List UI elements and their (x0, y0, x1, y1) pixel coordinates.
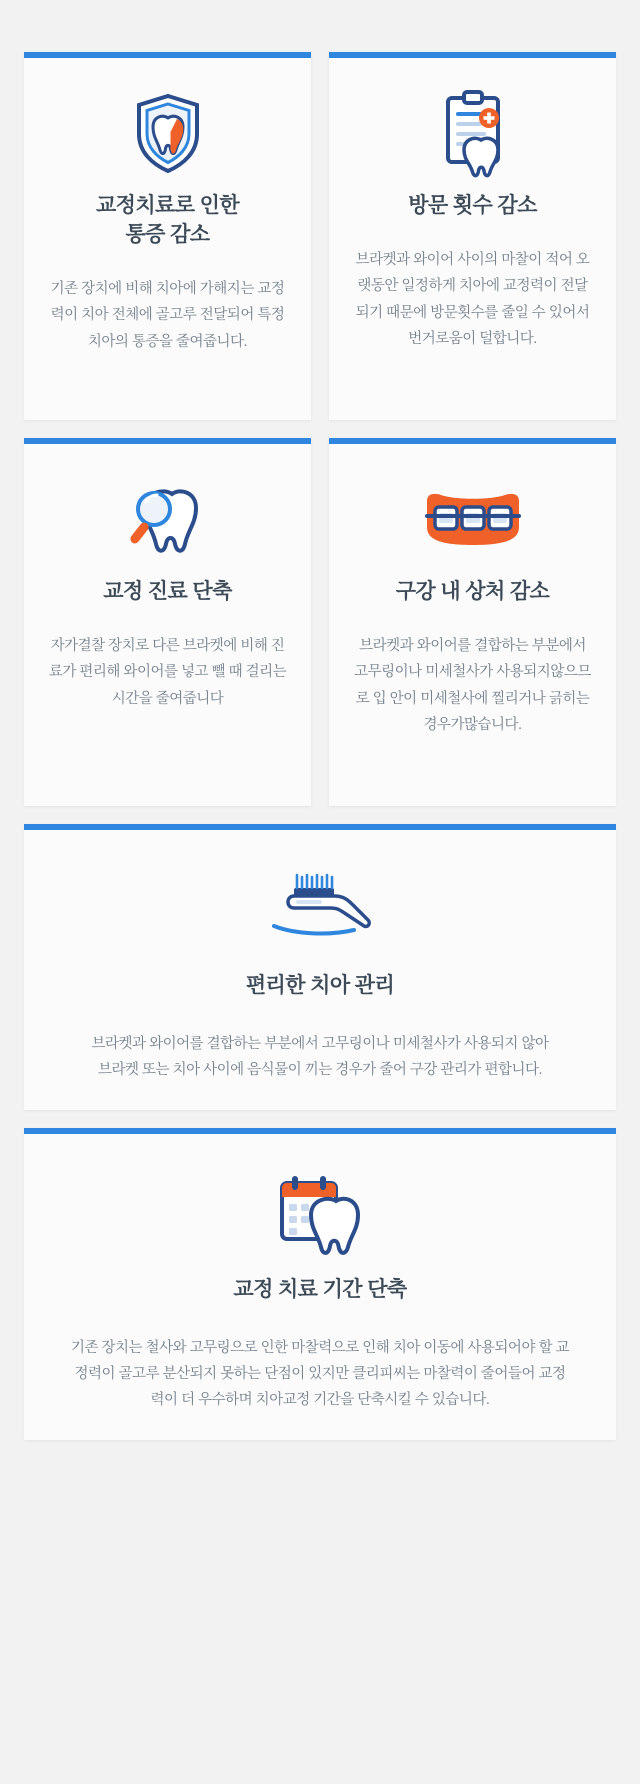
braces-bracket-icon (421, 472, 525, 568)
benefit-card-easy-dental-care (24, 824, 616, 1110)
benefit-card-pain-reduction (24, 52, 311, 420)
benefit-card-visit-reduction (329, 52, 616, 420)
shield-tooth-icon (133, 86, 203, 182)
card-title (396, 578, 550, 607)
card-title-line1: 구강 내 상처 감소 (395, 580, 550, 603)
card-title (103, 578, 232, 607)
card-body: 기존 장치에 비해 치아에 가해지는 교정력이 치아 전체에 골고루 전달되어 특정 치아의 통증을 줄여줍니다. (50, 280, 285, 350)
card-title-line1: 편리한 치아 관리 (245, 974, 395, 997)
card-title-line1: 방문 횟수 감소 (408, 194, 537, 217)
card-title (96, 192, 239, 250)
calendar-tooth-icon (274, 1162, 366, 1266)
magnifier-tooth-icon (126, 472, 210, 568)
benefit-card-mouth-wound-reduction (329, 438, 616, 806)
clipboard-tooth-icon (434, 86, 512, 182)
benefit-card-treatment-shorten (24, 438, 311, 806)
card-title-line1: 교정 치료 기간 단축 (233, 1277, 407, 1301)
card-title (408, 192, 537, 221)
card-body: 브라켓과 와이어를 결합하는 부분에서 고무링이나 미세철사가 사용되지않으므로 입 안이 미세철사에 찔리거나 긁히는 경우가많습니다. (354, 637, 591, 734)
benefit-card-shorter-treatment-period (24, 1128, 616, 1440)
toothbrush-icon (268, 858, 372, 962)
card-body: 자가결찰 장치로 다른 브라켓에 비해 진료가 편리해 와이어를 넣고 뺄 때 걸리는 시간을 줄여줍니다 (48, 637, 287, 707)
benefits-grid (24, 52, 616, 1440)
card-title-line2: 통증 감소 (125, 222, 210, 246)
card-title-line1: 교정 진료 단축 (103, 580, 232, 603)
card-title (233, 1276, 406, 1305)
card-title (246, 972, 394, 1001)
card-body: 기존 장치는 철사와 고무링으로 인한 마찰력으로 인해 치아 이동에 사용되어야 할 교정력이 골고루 분산되지 못하는 단점이 있지만 클리피씨는 마찰력이 줄어들어 교정력이 더 우수하며 치아교정 기간을 단축시킬 수 있습니다. (70, 1339, 570, 1409)
card-body: 브라켓과 와이어 사이의 마찰이 적어 오랫동안 일정하게 치아에 교정력이 전달되기 때문에 방문횟수를 줄일 수 있어서 번거로움이 덜합니다. (355, 251, 590, 348)
card-body: 브라켓과 와이어를 결합하는 부분에서 고무링이나 미세철사가 사용되지 않아 브라켓 또는 치아 사이에 음식물이 끼는 경우가 줄어 구강 관리가 편합니다. (91, 1035, 549, 1079)
card-title-line1: 교정치료로 인한 (95, 194, 240, 217)
